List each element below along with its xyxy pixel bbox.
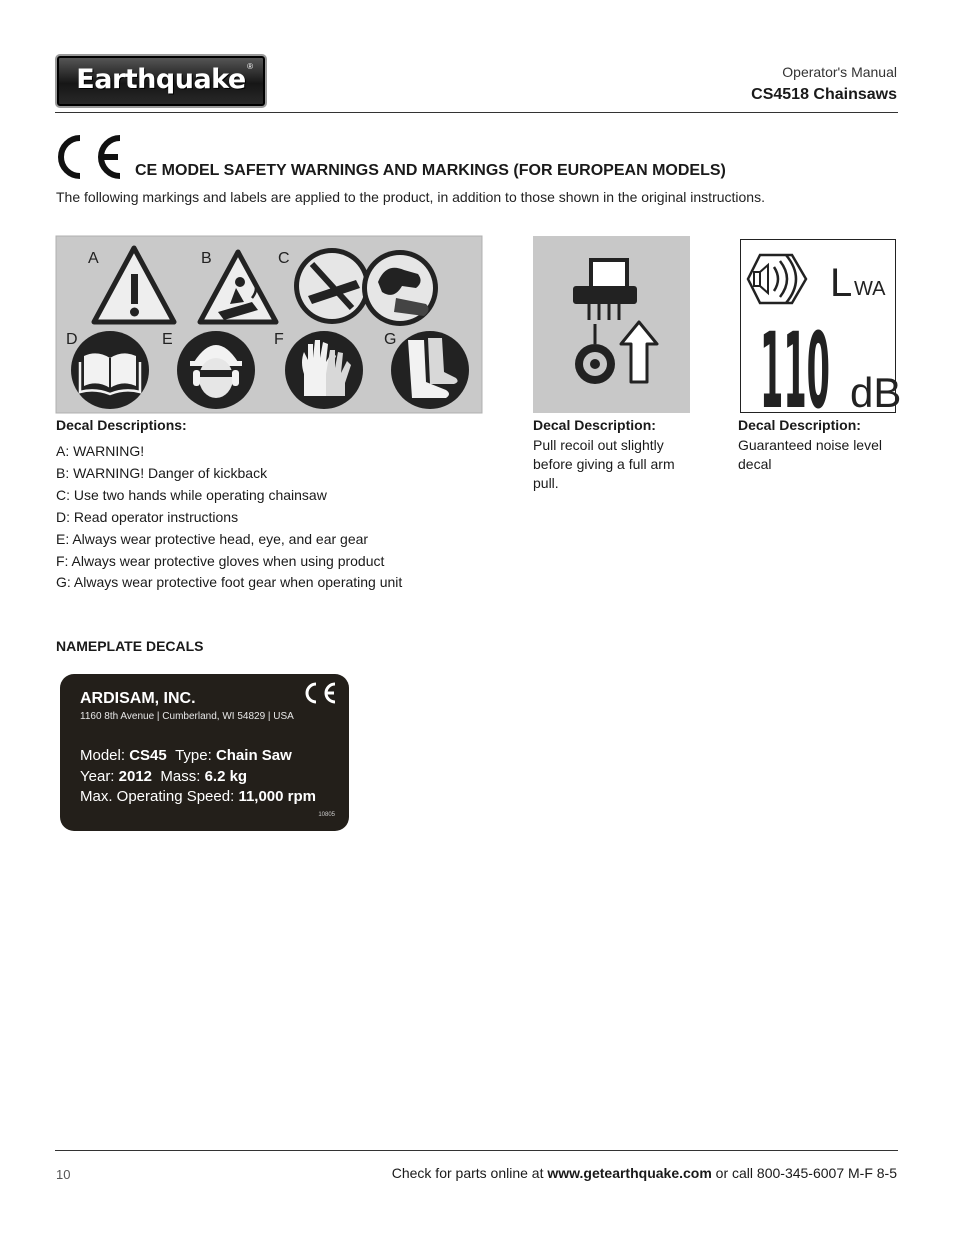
noise-wa-subscript: WA: [854, 278, 886, 300]
recoil-desc-line: Pull recoil out slightly: [533, 437, 664, 453]
symbol-letter-b: B: [201, 250, 212, 267]
symbol-letter-e: E: [162, 331, 173, 348]
symbol-letter-c: C: [278, 250, 290, 267]
list-item: A: WARNING!: [56, 443, 145, 459]
recoil-pull-decal: [533, 236, 690, 413]
symbol-letter-f: F: [274, 331, 284, 348]
document-type: Operator's Manual: [782, 64, 897, 80]
footer-suffix: or call 800-345-6007 M-F 8-5: [711, 1165, 897, 1181]
nameplate-heading: NAMEPLATE DECALS: [56, 638, 204, 654]
ce-mark-icon: [302, 680, 338, 706]
year-label: Year:: [80, 768, 119, 785]
protective-footwear-icon: [391, 331, 469, 409]
logo-registered-mark: ®: [247, 62, 253, 71]
symbol-letter-g: G: [384, 331, 397, 348]
model-label: Model:: [80, 747, 130, 764]
nameplate-year-line: [80, 768, 247, 785]
list-item: C: Use two hands while operating chainsaw: [56, 486, 327, 503]
noise-desc-line: decal: [738, 456, 772, 472]
nameplate-decal: [60, 674, 349, 831]
protective-gloves-icon: [285, 331, 363, 409]
list-item: D: Read operator instructions: [56, 508, 239, 525]
nameplate-model-line: [80, 747, 292, 764]
logo-text: Earthquake: [76, 64, 246, 95]
list-item: F: Always wear protective gloves when using product: [56, 552, 385, 569]
page-number: 10: [56, 1167, 71, 1182]
nameplate-address: 1160 8th Avenue | Cumberland, WI 54829 | USA: [80, 711, 294, 722]
list-item: G: Always wear protective foot gear when operating unit: [56, 574, 403, 591]
footer-url-link[interactable]: www.getearthquake.com: [547, 1165, 712, 1181]
noise-desc-line: Guaranteed noise level: [738, 437, 882, 453]
safety-symbols-decal: [56, 236, 482, 413]
symbol-letter-d: D: [66, 331, 78, 348]
mass-label: Mass:: [160, 768, 205, 785]
recoil-desc-line: pull.: [533, 475, 559, 491]
speed-label: Max. Operating Speed:: [80, 788, 239, 805]
recoil-decal-description: [533, 436, 675, 493]
noise-decal-heading: Decal Description:: [738, 417, 861, 433]
noise-level-value: 110: [760, 310, 830, 432]
decal-descriptions-list: [56, 441, 402, 594]
type-value: Chain Saw: [215, 747, 292, 764]
read-manual-icon: [71, 331, 149, 409]
list-item: E: Always wear protective head, eye, and ear gear: [56, 530, 369, 547]
type-label: Type:: [175, 747, 216, 764]
nameplate-speed-line: [80, 788, 316, 805]
symbol-letter-a: A: [88, 250, 99, 267]
ce-mark-icon: [52, 130, 126, 184]
noise-unit: dB: [850, 369, 902, 416]
section-title: CE MODEL SAFETY WARNINGS AND MARKINGS (FOR EUROPEAN MODELS): [135, 162, 726, 179]
list-item: B: WARNING! Danger of kickback: [56, 464, 268, 481]
year-value: 2012: [118, 768, 153, 785]
footer-divider: [55, 1150, 898, 1151]
header-divider: [55, 112, 898, 113]
earthquake-logo: [55, 54, 267, 108]
noise-decal-description: [738, 436, 882, 474]
protective-head-gear-icon: [177, 331, 255, 409]
speed-value: 11,000 rpm: [238, 788, 316, 805]
recoil-desc-line: before giving a full arm: [533, 456, 675, 472]
noise-l-prefix: L: [830, 261, 853, 305]
nameplate-code: 10805: [318, 812, 335, 818]
model-value: CS45: [129, 747, 167, 764]
footer-text: [392, 1165, 897, 1181]
mass-value: 6.2 kg: [204, 768, 248, 785]
nameplate-company: ARDISAM, INC.: [80, 690, 196, 707]
section-intro: The following markings and labels are applied to the product, in addition to those shown in the original instructions.: [56, 189, 765, 205]
recoil-decal-heading: Decal Description:: [533, 417, 656, 433]
decal-descriptions-heading: Decal Descriptions:: [56, 417, 187, 433]
product-title: CS4518 Chainsaws: [751, 86, 897, 103]
footer-prefix: Check for parts online at: [391, 1165, 548, 1181]
